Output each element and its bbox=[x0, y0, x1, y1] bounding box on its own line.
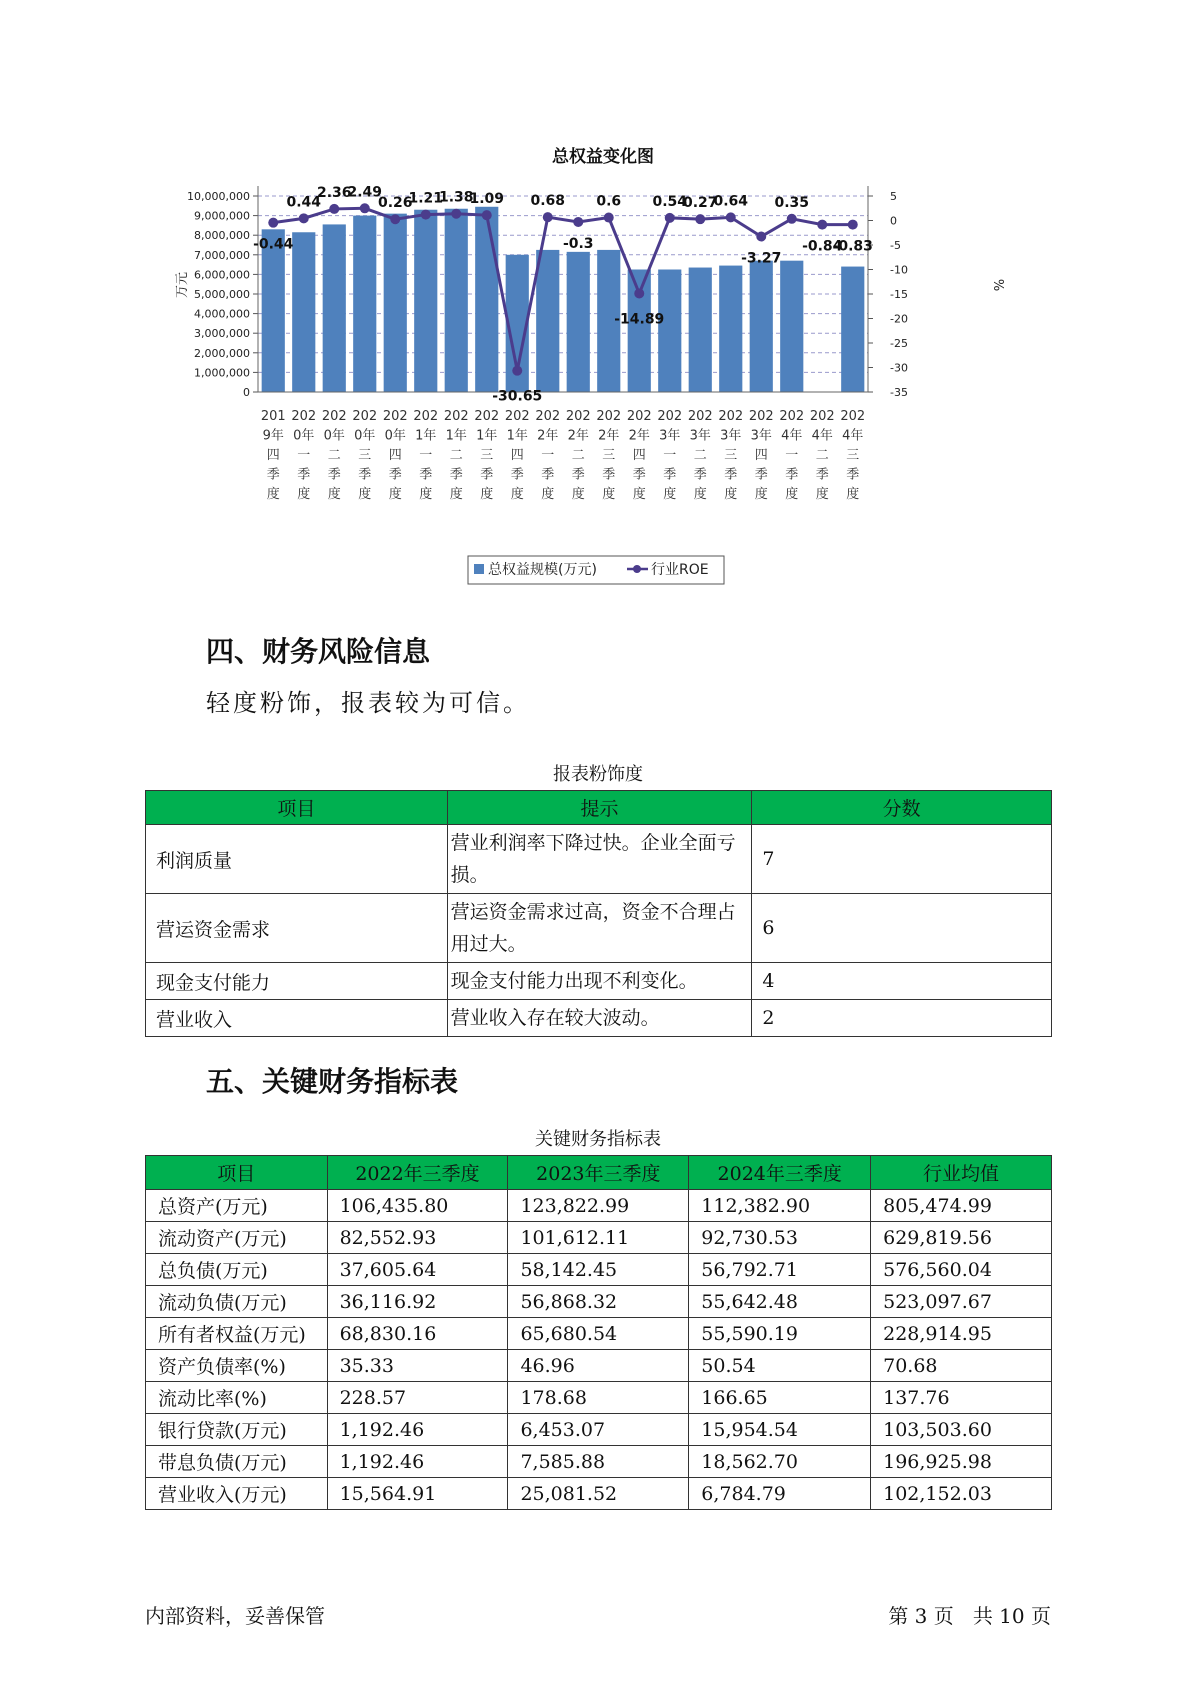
table-row bbox=[146, 1000, 1052, 1037]
header-cell: 项目 bbox=[146, 791, 448, 825]
legend-line-label: 行业ROE bbox=[651, 562, 709, 578]
metric-value: 805,474.99 bbox=[871, 1190, 1052, 1222]
metric-value: 25,081.52 bbox=[508, 1478, 689, 1510]
x-tick-label: 202 2年三季度 bbox=[596, 409, 622, 502]
table-row bbox=[146, 1254, 1052, 1286]
metric-value: 15,564.91 bbox=[327, 1478, 508, 1510]
metric-value: 56,868.32 bbox=[508, 1286, 689, 1318]
x-tick-label: 202 3年二季度 bbox=[687, 409, 713, 502]
roe-point bbox=[604, 213, 614, 223]
metric-value: 6,453.07 bbox=[508, 1414, 689, 1446]
chart-axes bbox=[253, 186, 873, 392]
roe-point bbox=[421, 210, 431, 220]
x-tick-label: 202 3年四季度 bbox=[748, 409, 774, 502]
metric-value: 68,830.16 bbox=[327, 1318, 508, 1350]
left-tick-label: 3,000,000 bbox=[194, 327, 250, 341]
header-cell: 项目 bbox=[146, 1156, 328, 1190]
right-tick-label: -35 bbox=[890, 386, 908, 399]
left-tick-label: 2,000,000 bbox=[194, 346, 250, 360]
y-axis-left-label: 万元 bbox=[175, 271, 190, 299]
metric-name: 带息负债(万元) bbox=[146, 1446, 328, 1478]
bar bbox=[414, 210, 437, 392]
right-tick-label: -10 bbox=[890, 263, 908, 277]
roe-data-label: -14.89 bbox=[614, 311, 665, 328]
right-tick-label: -15 bbox=[890, 288, 908, 301]
metric-value: 228.57 bbox=[327, 1382, 508, 1414]
metric-name: 营业收入(万元) bbox=[146, 1478, 328, 1510]
kpi-table-header bbox=[146, 1156, 1052, 1190]
metric-value: 106,435.80 bbox=[327, 1190, 508, 1222]
roe-data-label: -0.83 bbox=[832, 238, 873, 255]
left-tick-label: 4,000,000 bbox=[194, 307, 250, 321]
x-tick-label: 202 0年三季度 bbox=[352, 409, 378, 502]
risk-hint: 营运资金需求过高，资金不合理占用过大。 bbox=[447, 894, 752, 963]
metric-value: 58,142.45 bbox=[508, 1254, 689, 1286]
metric-value: 112,382.90 bbox=[689, 1190, 871, 1222]
bar bbox=[689, 268, 712, 392]
right-tick-label: 5 bbox=[890, 190, 897, 203]
left-tick-label: 10,000,000 bbox=[187, 190, 250, 203]
kpi-table-caption: 关键财务指标表 bbox=[535, 1129, 661, 1150]
roe-point bbox=[390, 214, 400, 224]
bar bbox=[262, 229, 285, 392]
bar bbox=[384, 214, 407, 392]
table-row bbox=[146, 1318, 1052, 1350]
table-row bbox=[146, 1286, 1052, 1318]
roe-point bbox=[451, 209, 461, 219]
metric-value: 137.76 bbox=[871, 1382, 1052, 1414]
left-tick-label: 6,000,000 bbox=[194, 268, 250, 282]
risk-hint: 营业利润率下降过快。企业全面亏损。 bbox=[447, 825, 752, 894]
kpi-table-body bbox=[146, 1190, 1052, 1510]
left-tick-label: 0 bbox=[243, 386, 250, 399]
roe-data-label: 2.49 bbox=[347, 184, 383, 201]
right-tick-label: -20 bbox=[890, 312, 908, 326]
risk-score: 2 bbox=[752, 1000, 1052, 1037]
x-tick-label: 202 1年三季度 bbox=[474, 409, 500, 502]
x-tick-label: 202 4年一季度 bbox=[779, 409, 805, 502]
header-cell: 行业均值 bbox=[871, 1156, 1052, 1190]
roe-point bbox=[268, 218, 278, 228]
roe-data-label: 0.6 bbox=[596, 193, 622, 210]
footer-confidential: 内部资料，妥善保管 bbox=[145, 1604, 325, 1628]
bar bbox=[353, 216, 376, 392]
risk-score: 4 bbox=[752, 963, 1052, 1000]
metric-value: 55,642.48 bbox=[689, 1286, 871, 1318]
chart-category-labels bbox=[261, 409, 865, 502]
x-tick-label: 202 0年四季度 bbox=[382, 409, 408, 502]
x-tick-label: 202 4年二季度 bbox=[809, 409, 835, 502]
metric-value: 1,192.46 bbox=[327, 1446, 508, 1478]
roe-data-label: -0.3 bbox=[562, 235, 594, 252]
table-row bbox=[146, 1414, 1052, 1446]
metric-value: 102,152.03 bbox=[871, 1478, 1052, 1510]
risk-score: 6 bbox=[752, 894, 1052, 963]
header-cell: 分数 bbox=[752, 791, 1052, 825]
metric-name: 流动比率(%) bbox=[146, 1382, 328, 1414]
roe-point bbox=[573, 217, 583, 227]
bar bbox=[780, 261, 803, 392]
bar bbox=[323, 224, 346, 392]
roe-data-label: -0.84 bbox=[802, 238, 843, 255]
equity-change-chart bbox=[170, 140, 1070, 590]
metric-value: 101,612.11 bbox=[508, 1222, 689, 1254]
left-tick-label: 8,000,000 bbox=[194, 229, 250, 243]
metric-value: 55,590.19 bbox=[689, 1318, 871, 1350]
metric-value: 18,562.70 bbox=[689, 1446, 871, 1478]
table-row bbox=[146, 1446, 1052, 1478]
roe-point bbox=[756, 232, 766, 242]
footer-page-number: 第 3 页 共 10 页 bbox=[888, 1604, 1051, 1628]
roe-point bbox=[787, 214, 797, 224]
table-row bbox=[146, 894, 1052, 963]
metric-name: 总资产(万元) bbox=[146, 1190, 328, 1222]
section5-heading: 五、关键财务指标表 bbox=[206, 1065, 459, 1098]
bar bbox=[750, 261, 773, 392]
roe-data-label: 0.64 bbox=[713, 193, 749, 210]
section4-heading: 四、财务风险信息 bbox=[206, 635, 431, 668]
risk-item: 利润质量 bbox=[146, 825, 448, 894]
bar bbox=[475, 207, 498, 392]
roe-data-label: -30.65 bbox=[492, 388, 543, 405]
legend-bar-swatch bbox=[474, 564, 484, 574]
risk-table-caption: 报表粉饰度 bbox=[553, 764, 643, 785]
roe-data-label: 1.21 bbox=[408, 190, 444, 207]
roe-point bbox=[634, 288, 644, 298]
table-row bbox=[146, 1478, 1052, 1510]
risk-item: 现金支付能力 bbox=[146, 963, 448, 1000]
x-tick-label: 202 2年二季度 bbox=[565, 409, 591, 502]
roe-data-label: 0.35 bbox=[774, 194, 810, 211]
x-tick-label: 201 9年四季度 bbox=[260, 409, 286, 502]
roe-point bbox=[817, 220, 827, 230]
x-tick-label: 202 2年一季度 bbox=[535, 409, 561, 502]
metric-value: 65,680.54 bbox=[508, 1318, 689, 1350]
metric-name: 总负债(万元) bbox=[146, 1254, 328, 1286]
metric-value: 6,784.79 bbox=[689, 1478, 871, 1510]
metric-value: 576,560.04 bbox=[871, 1254, 1052, 1286]
roe-data-label: 0.54 bbox=[652, 193, 688, 210]
roe-data-label: 0.44 bbox=[286, 194, 322, 211]
risk-summary: 轻度粉饰，报表较为可信。 bbox=[206, 689, 530, 717]
metric-value: 82,552.93 bbox=[327, 1222, 508, 1254]
bar bbox=[719, 266, 742, 392]
metric-name: 流动资产(万元) bbox=[146, 1222, 328, 1254]
header-cell: 提示 bbox=[447, 791, 752, 825]
roe-data-label: -3.27 bbox=[741, 250, 782, 267]
table-row bbox=[146, 1350, 1052, 1382]
bar bbox=[536, 250, 559, 392]
chart-bars bbox=[262, 207, 865, 392]
metric-value: 36,116.92 bbox=[327, 1286, 508, 1318]
bar bbox=[292, 232, 315, 392]
metric-value: 92,730.53 bbox=[689, 1222, 871, 1254]
metric-value: 70.68 bbox=[871, 1350, 1052, 1382]
roe-data-label: -0.44 bbox=[253, 236, 294, 253]
right-tick-label: -5 bbox=[890, 239, 901, 252]
x-tick-label: 202 0年二季度 bbox=[321, 409, 347, 502]
metric-value: 629,819.56 bbox=[871, 1222, 1052, 1254]
table-row bbox=[146, 825, 1052, 894]
x-tick-label: 202 3年三季度 bbox=[718, 409, 744, 502]
left-tick-label: 7,000,000 bbox=[194, 248, 250, 262]
roe-data-label: 0.68 bbox=[530, 193, 566, 210]
metric-value: 50.54 bbox=[689, 1350, 871, 1382]
roe-point bbox=[512, 366, 522, 376]
risk-score: 7 bbox=[752, 825, 1052, 894]
left-tick-label: 5,000,000 bbox=[194, 288, 250, 301]
metric-value: 196,925.98 bbox=[871, 1446, 1052, 1478]
header-cell: 2024年三季度 bbox=[689, 1156, 871, 1190]
metric-value: 35.33 bbox=[327, 1350, 508, 1382]
roe-data-label: 0.27 bbox=[682, 195, 718, 212]
left-tick-label: 1,000,000 bbox=[194, 366, 250, 380]
x-tick-label: 202 3年一季度 bbox=[657, 409, 683, 502]
x-tick-label: 202 1年一季度 bbox=[413, 409, 439, 502]
metric-name: 银行贷款(万元) bbox=[146, 1414, 328, 1446]
roe-data-label: 2.36 bbox=[316, 184, 352, 201]
metric-value: 166.65 bbox=[689, 1382, 871, 1414]
x-tick-label: 202 1年二季度 bbox=[443, 409, 469, 502]
metric-value: 103,503.60 bbox=[871, 1414, 1052, 1446]
header-cell: 2023年三季度 bbox=[508, 1156, 689, 1190]
risk-table-header bbox=[146, 791, 1052, 825]
chart-legend bbox=[468, 556, 724, 584]
roe-point bbox=[848, 220, 858, 230]
bar bbox=[567, 252, 590, 392]
bar bbox=[841, 267, 864, 392]
right-tick-label: -30 bbox=[890, 361, 908, 375]
metric-value: 15,954.54 bbox=[689, 1414, 871, 1446]
table-row bbox=[146, 1190, 1052, 1222]
roe-data-label: 0.26 bbox=[377, 195, 413, 212]
roe-point bbox=[329, 204, 339, 214]
risk-item: 营运资金需求 bbox=[146, 894, 448, 963]
header-cell: 2022年三季度 bbox=[327, 1156, 508, 1190]
right-tick-label: 0 bbox=[890, 214, 897, 228]
risk-item: 营业收入 bbox=[146, 1000, 448, 1037]
metric-value: 523,097.67 bbox=[871, 1286, 1052, 1318]
metric-value: 46.96 bbox=[508, 1350, 689, 1382]
bar bbox=[658, 270, 681, 393]
metric-name: 资产负债率(%) bbox=[146, 1350, 328, 1382]
table-row bbox=[146, 1382, 1052, 1414]
risk-hint: 营业收入存在较大波动。 bbox=[447, 1000, 752, 1037]
metric-value: 178.68 bbox=[508, 1382, 689, 1414]
chart-title: 总权益变化图 bbox=[552, 147, 654, 167]
metric-value: 228,914.95 bbox=[871, 1318, 1052, 1350]
x-tick-label: 202 2年四季度 bbox=[626, 409, 652, 502]
roe-point bbox=[482, 210, 492, 220]
metric-value: 1,192.46 bbox=[327, 1414, 508, 1446]
legend-line-marker bbox=[633, 565, 641, 573]
left-tick-label: 9,000,000 bbox=[194, 209, 250, 223]
chart-gridlines bbox=[258, 193, 868, 392]
roe-point bbox=[726, 212, 736, 222]
bar bbox=[628, 270, 651, 393]
metric-name: 流动负债(万元) bbox=[146, 1286, 328, 1318]
roe-point bbox=[360, 203, 370, 213]
roe-data-label: 1.09 bbox=[469, 191, 505, 208]
table-row bbox=[146, 963, 1052, 1000]
x-tick-label: 202 4年三季度 bbox=[840, 409, 866, 502]
bar bbox=[445, 209, 468, 392]
metric-value: 123,822.99 bbox=[508, 1190, 689, 1222]
roe-point bbox=[665, 213, 675, 223]
metric-name: 所有者权益(万元) bbox=[146, 1318, 328, 1350]
metric-value: 7,585.88 bbox=[508, 1446, 689, 1478]
metric-value: 56,792.71 bbox=[689, 1254, 871, 1286]
risk-hint: 现金支付能力出现不利变化。 bbox=[447, 963, 752, 1000]
legend-bar-label: 总权益规模(万元) bbox=[488, 562, 597, 578]
x-tick-label: 202 0年一季度 bbox=[291, 409, 317, 502]
y-axis-right-label: % bbox=[990, 278, 1005, 292]
roe-point bbox=[299, 213, 309, 223]
kpi-table bbox=[145, 1155, 1052, 1510]
roe-point bbox=[695, 214, 705, 224]
x-tick-label: 202 1年四季度 bbox=[504, 409, 530, 502]
table-row bbox=[146, 1222, 1052, 1254]
risk-table bbox=[145, 790, 1052, 1037]
right-tick-label: -25 bbox=[890, 337, 908, 350]
roe-point bbox=[543, 212, 553, 222]
roe-data-label: 1.38 bbox=[438, 189, 474, 206]
metric-value: 37,605.64 bbox=[327, 1254, 508, 1286]
